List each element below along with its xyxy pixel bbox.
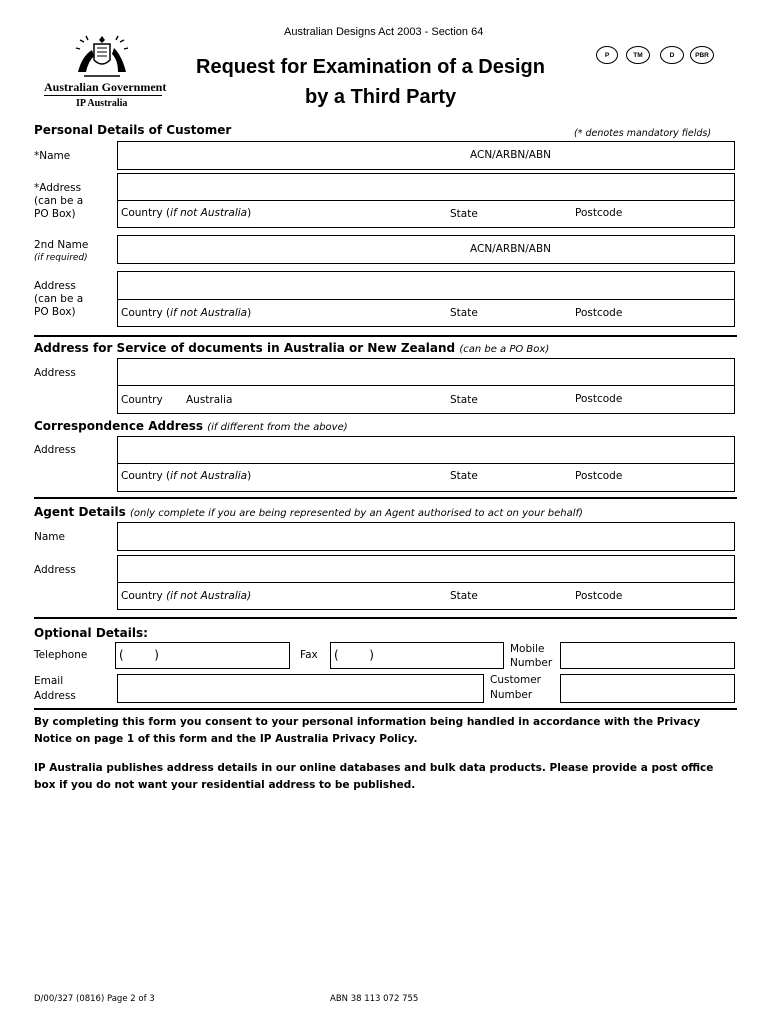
second-name-label: 2nd Name (if required) [34, 239, 89, 263]
email-label: Email Address [34, 675, 76, 702]
agent-postcode-label: Postcode [575, 590, 623, 602]
page-title-line2: by a Third Party [305, 86, 457, 108]
telephone-label: Telephone [34, 649, 88, 661]
correspondence-postcode-label: Postcode [575, 470, 623, 482]
service-heading: Address for Service of documents in Australia or New Zealand (can be a PO Box) [34, 341, 550, 355]
country2-label: Country (if not Australia) [121, 307, 252, 319]
correspondence-address-field[interactable] [117, 436, 735, 492]
service-address-label: Address [34, 367, 76, 379]
service-postcode-label: Postcode [575, 393, 623, 405]
agent-address-label: Address [34, 564, 76, 576]
address-publish-notice: IP Australia publishes address details in our online databases and bulk data products. Please provide a post office box if you do not want your residential address to be published. [34, 762, 714, 791]
badge-patent-icon: P [596, 46, 618, 64]
logo-ipa-text: IP Australia [76, 98, 128, 109]
address-label-line1: *Address [34, 182, 82, 194]
fax-label: Fax [300, 649, 318, 661]
section-rule-service [34, 335, 737, 337]
agent-name-field[interactable] [117, 522, 735, 551]
abn-footer: ABN 38 113 072 755 [330, 994, 419, 1004]
agent-field-divider [118, 582, 734, 583]
section-rule-consent [34, 708, 737, 710]
state-label: State [450, 208, 478, 220]
section-rule-agent [34, 497, 737, 499]
correspondence-address-label: Address [34, 444, 76, 456]
address-label-line3: PO Box) [34, 208, 76, 220]
address2-field-divider [118, 299, 734, 300]
crest-icon [70, 32, 134, 80]
address-field-divider [118, 200, 734, 201]
logo-gov-text: Australian Government [44, 80, 167, 94]
personal-details-heading: Personal Details of Customer [34, 123, 232, 137]
mobile-field[interactable] [560, 642, 735, 669]
name-field[interactable] [117, 141, 735, 170]
agent-heading: Agent Details (only complete if you are being represented by an Agent authorised to act on your behalf) [34, 505, 583, 519]
page-title-line1: Request for Examination of a Design [196, 56, 545, 78]
country-label: Country (if not Australia) [121, 207, 252, 219]
service-country-label: Country [121, 394, 163, 406]
address-label [34, 182, 83, 221]
agent-name-label: Name [34, 531, 65, 543]
agent-country-label: Country (if not Australia) [121, 590, 252, 602]
optional-heading: Optional Details: [34, 626, 148, 640]
state2-label: State [450, 307, 478, 319]
acn-label: ACN/ARBN/ABN [470, 149, 552, 161]
correspondence-country-label: Country (if not Australia) [121, 470, 252, 482]
postcode-label: Postcode [575, 207, 623, 219]
badge-pbr-icon: PBR [690, 46, 714, 64]
form-code: D/00/327 (0816) Page 2 of 3 [34, 994, 155, 1004]
privacy-consent-text: By completing this form you consent to your personal information being handled in accordance with the Privacy Notice on page 1 of this form and the IP Australia Privacy Policy. [34, 716, 701, 745]
act-reference: Australian Designs Act 2003 - Section 64 [284, 26, 484, 38]
service-country-value: Australia [186, 394, 233, 406]
email-field[interactable] [117, 674, 484, 703]
acn2-label: ACN/ARBN/ABN [470, 243, 552, 255]
service-state-label: State [450, 394, 478, 406]
coat-of-arms-logo [70, 32, 134, 80]
service-field-divider [118, 385, 734, 386]
section-rule-optional [34, 617, 737, 619]
address-label-line2: (can be a [34, 195, 84, 207]
fax-value: ( ) [334, 648, 374, 662]
correspondence-heading: Correspondence Address (if different from the above) [34, 419, 348, 433]
agent-state-label: State [450, 590, 478, 602]
customer-number-label: Customer Number [490, 674, 542, 701]
badge-trademark-icon: TM [626, 46, 650, 64]
postcode2-label: Postcode [575, 307, 623, 319]
telephone-value: ( ) [119, 648, 159, 662]
correspondence-state-label: State [450, 470, 478, 482]
correspondence-field-divider [118, 463, 734, 464]
second-name-field[interactable] [117, 235, 735, 264]
badge-design-icon: D [660, 46, 684, 64]
logo-divider [44, 95, 162, 96]
mobile-label: Mobile Number [510, 643, 553, 669]
address2-label: Address (can be a PO Box) [34, 280, 84, 318]
mandatory-note: (* denotes mandatory fields) [574, 128, 712, 139]
customer-number-field[interactable] [560, 674, 735, 703]
name-label: *Name [34, 150, 71, 162]
